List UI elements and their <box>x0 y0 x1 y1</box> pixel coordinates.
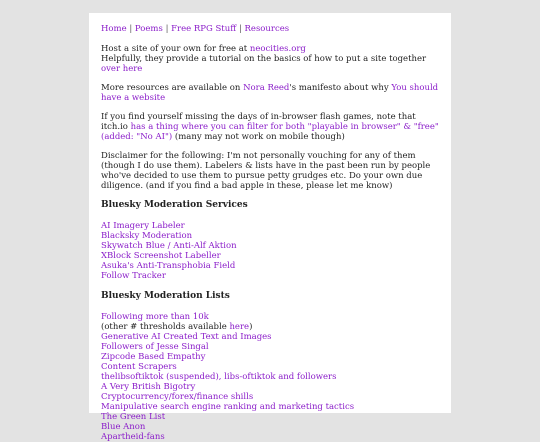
tutorial-text: Helpfully, they provide a tutorial on the basics of how to put a site together <box>101 54 427 64</box>
list-item <box>101 332 440 342</box>
content-page <box>89 13 451 442</box>
flash-text-1: If you find yourself missing the days of in-browser flash games, note that itch.io <box>101 112 416 132</box>
moderation-list-link[interactable]: A Very British Bigotry <box>101 382 196 392</box>
services-list <box>101 221 440 281</box>
top-nav <box>101 24 440 34</box>
moderation-list-link[interactable]: The Green List <box>101 412 166 422</box>
itch-filter-link[interactable]: has a thing where you can filter for both "playable in browser" & "free" (added: "No AI") <box>101 122 439 142</box>
list-item <box>101 251 440 261</box>
manifesto-link[interactable]: You should have a website <box>101 83 439 103</box>
list-item <box>101 382 440 392</box>
list-item <box>101 221 440 231</box>
list-item <box>101 362 440 372</box>
moderation-list-link[interactable]: Content Scrapers <box>101 362 177 372</box>
moderation-list-link[interactable]: Following more than 10k <box>101 312 209 322</box>
moderation-list-link[interactable]: Blue Anon <box>101 422 146 432</box>
nav-poems-link[interactable]: Poems <box>134 24 163 34</box>
nora-reed-link[interactable]: Nora Reed <box>243 83 290 93</box>
moderation-list-link[interactable]: Manipulative search engine ranking and marketing tactics <box>101 402 355 412</box>
nav-separator: | <box>238 24 245 34</box>
list-item <box>101 231 440 241</box>
resources-paragraph <box>101 83 440 103</box>
thresholds-note-text: (other # thresholds available <box>101 322 230 332</box>
list-item <box>101 392 440 402</box>
moderation-list-link[interactable]: Zipcode Based Empathy <box>101 352 206 362</box>
service-link[interactable]: Blacksky Moderation <box>101 231 193 241</box>
nav-separator: | <box>165 24 172 34</box>
thresholds-link[interactable]: here <box>229 322 250 332</box>
services-heading: Bluesky Moderation Services <box>101 200 248 210</box>
flash-paragraph <box>101 112 440 142</box>
moderation-list-link[interactable]: Apartheid-fans <box>101 432 165 442</box>
moderation-list-link[interactable]: Followers of Jesse Singal <box>101 342 209 352</box>
moderation-list-link[interactable]: Generative AI Created Text and Images <box>101 332 272 342</box>
list-item <box>101 412 440 422</box>
service-link[interactable]: Asuka's Anti-Transphobia Field <box>101 261 236 271</box>
nav-resources-link[interactable]: Resources <box>244 24 290 34</box>
list-item <box>101 312 440 322</box>
resources-text-1: More resources are available on <box>101 83 244 93</box>
list-item <box>101 241 440 251</box>
nav-free-rpg-link[interactable]: Free RPG Stuff <box>171 24 237 34</box>
intro-paragraph <box>101 44 440 74</box>
service-link[interactable]: Skywatch Blue / Anti-Alf Aktion <box>101 241 237 251</box>
host-text: Host a site of your own for free at <box>101 44 250 54</box>
neocities-link[interactable]: neocities.org <box>249 44 306 54</box>
nav-home-link[interactable]: Home <box>101 24 127 34</box>
service-link[interactable]: AI Imagery Labeler <box>101 221 185 231</box>
nav-separator: | <box>129 24 135 34</box>
disclaimer-paragraph: Disclaimer for the following: I'm not personally vouching for any of them (though I do use them). Labelers & lists have in the past been run by people who've decided to use them to pursue petty grudges etc. Do your own due diligence. (and if you find a bad apple in these, please let me know) <box>101 151 431 191</box>
list-item <box>101 342 440 352</box>
flash-text-2: (many may not work on mobile though) <box>172 132 345 142</box>
resources-text-2: 's manifesto about why <box>289 83 392 93</box>
tutorial-link[interactable]: over here <box>101 64 143 74</box>
moderation-lists <box>101 312 440 442</box>
list-item <box>101 271 440 281</box>
lists-heading: Bluesky Moderation Lists <box>101 291 230 301</box>
service-link[interactable]: Follow Tracker <box>101 271 166 281</box>
list-item <box>101 402 440 412</box>
list-item-note <box>101 322 440 332</box>
list-item <box>101 372 440 382</box>
thresholds-note-end: ) <box>249 322 253 332</box>
moderation-list-link[interactable]: Cryptocurrency/forex/finance shills <box>101 392 254 402</box>
list-item <box>101 352 440 362</box>
service-link[interactable]: XBlock Screenshot Labeller <box>101 251 221 261</box>
moderation-list-link[interactable]: thelibsoftiktok (suspended), libs-oftiktok and followers <box>101 372 337 382</box>
list-item <box>101 422 440 432</box>
list-item <box>101 261 440 271</box>
list-item <box>101 432 440 442</box>
